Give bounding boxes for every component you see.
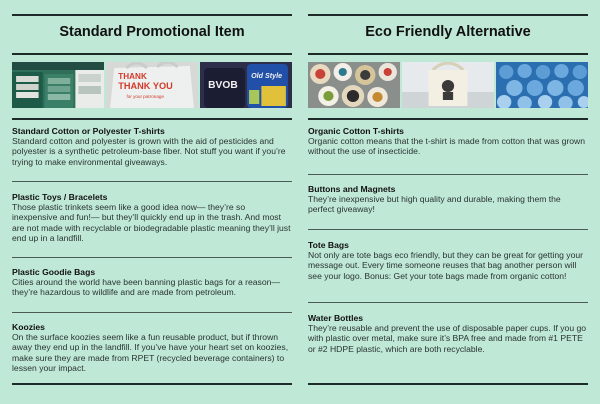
- top-rule: [12, 14, 292, 16]
- eco-photo-strip: [308, 62, 588, 108]
- eco-item-organic-tshirts: [308, 126, 588, 157]
- item-title: Buttons and Magnets: [308, 184, 396, 194]
- top-rule: [308, 14, 588, 16]
- photo-rule: [308, 118, 588, 120]
- bag-print-line-1: THANK: [118, 72, 147, 81]
- item-text: They’re reusable and prevent the use of disposable paper cups. If you go with plastic over metal, make sure it’s BPA free and made from #1 PETE or #2 HDPE plastic, which are both recyclable.: [308, 323, 587, 354]
- title-rule: [12, 53, 292, 55]
- eco-column-title: Eco Friendly Alternative: [365, 24, 531, 40]
- koozie-print-1: BVOB: [208, 80, 238, 91]
- bottom-rule: [308, 383, 588, 385]
- title-rule: [308, 53, 588, 55]
- item-text: On the surface koozies seem like a fun reusable product, but if thrown away they end up in the landfill. If you’ve have your heart set on koozies, make sure they are made from RPET (recycled beverage containers) to lessen your impact.: [12, 332, 289, 373]
- koozie-print-2: Old Style: [251, 73, 283, 80]
- item-title: Water Bottles: [308, 313, 364, 323]
- item-title: Tote Bags: [308, 240, 349, 250]
- tote-bag-photo: [402, 62, 494, 108]
- item-title: Plastic Goodie Bags: [12, 267, 96, 277]
- eco-item-buttons-magnets: [308, 184, 588, 215]
- koozie-photo: [200, 62, 292, 108]
- item-divider: [308, 229, 588, 230]
- standard-item-goodie-bags: [12, 267, 292, 298]
- eco-item-water-bottles: [308, 313, 588, 354]
- standard-photo-strip: [12, 62, 292, 108]
- standard-item-plastic-toys: [12, 192, 292, 243]
- item-divider: [12, 312, 292, 313]
- plastic-bag-photo: [106, 62, 198, 108]
- item-text: Those plastic trinkets seem like a good idea now— they’re so inexpensive and fun!— but they’ll quickly end up in the trash. And most are not made with recyclable or biodegradable plastic meaning they’ll just end up in a landfill.: [12, 202, 291, 243]
- item-text: Cities around the world have been banning plastic bags for a reason— they’re hazardous to wildlife and are made from petroleum.: [12, 277, 281, 298]
- item-text: Standard cotton and polyester is grown with the aid of pesticides and polyester is a synthetic petroleum-base fiber. Not stuff you want if you’re trying to make environmental giveaways.: [12, 136, 286, 167]
- eco-column: [308, 0, 588, 404]
- bag-print-line-3: for your patronage: [126, 94, 165, 99]
- standard-item-tshirts: [12, 126, 292, 167]
- buttons-photo: [308, 62, 400, 108]
- bottom-rule: [12, 383, 292, 385]
- item-text: Organic cotton means that the t-shirt is made from cotton that was grown without the use of insecticide.: [308, 136, 586, 157]
- item-title: Koozies: [12, 322, 45, 332]
- item-title: Organic Cotton T-shirts: [308, 126, 404, 136]
- item-divider: [12, 181, 292, 182]
- item-divider: [308, 174, 588, 175]
- bag-print-line-2: THANK YOU: [118, 81, 173, 91]
- item-divider: [308, 302, 588, 303]
- item-title: Plastic Toys / Bracelets: [12, 192, 108, 202]
- standard-column-title: Standard Promotional Item: [59, 24, 245, 40]
- photo-rule: [12, 118, 292, 120]
- standard-item-koozies: [12, 322, 292, 373]
- item-divider: [12, 257, 292, 258]
- item-title: Standard Cotton or Polyester T-shirts: [12, 126, 165, 136]
- water-bottles-photo: [496, 62, 588, 108]
- eco-item-tote-bags: [308, 240, 588, 281]
- tshirt-stack-photo: [12, 62, 104, 108]
- item-text: Not only are tote bags eco friendly, but they can be great for getting your message out. Every time someone reuses that bag another person will see your logo. Bonus: Get your tote bags made from organic cotton!: [308, 250, 584, 281]
- standard-column: [12, 0, 292, 404]
- item-text: They’re inexpensive but high quality and durable, making them the perfect giveaway!: [308, 194, 561, 215]
